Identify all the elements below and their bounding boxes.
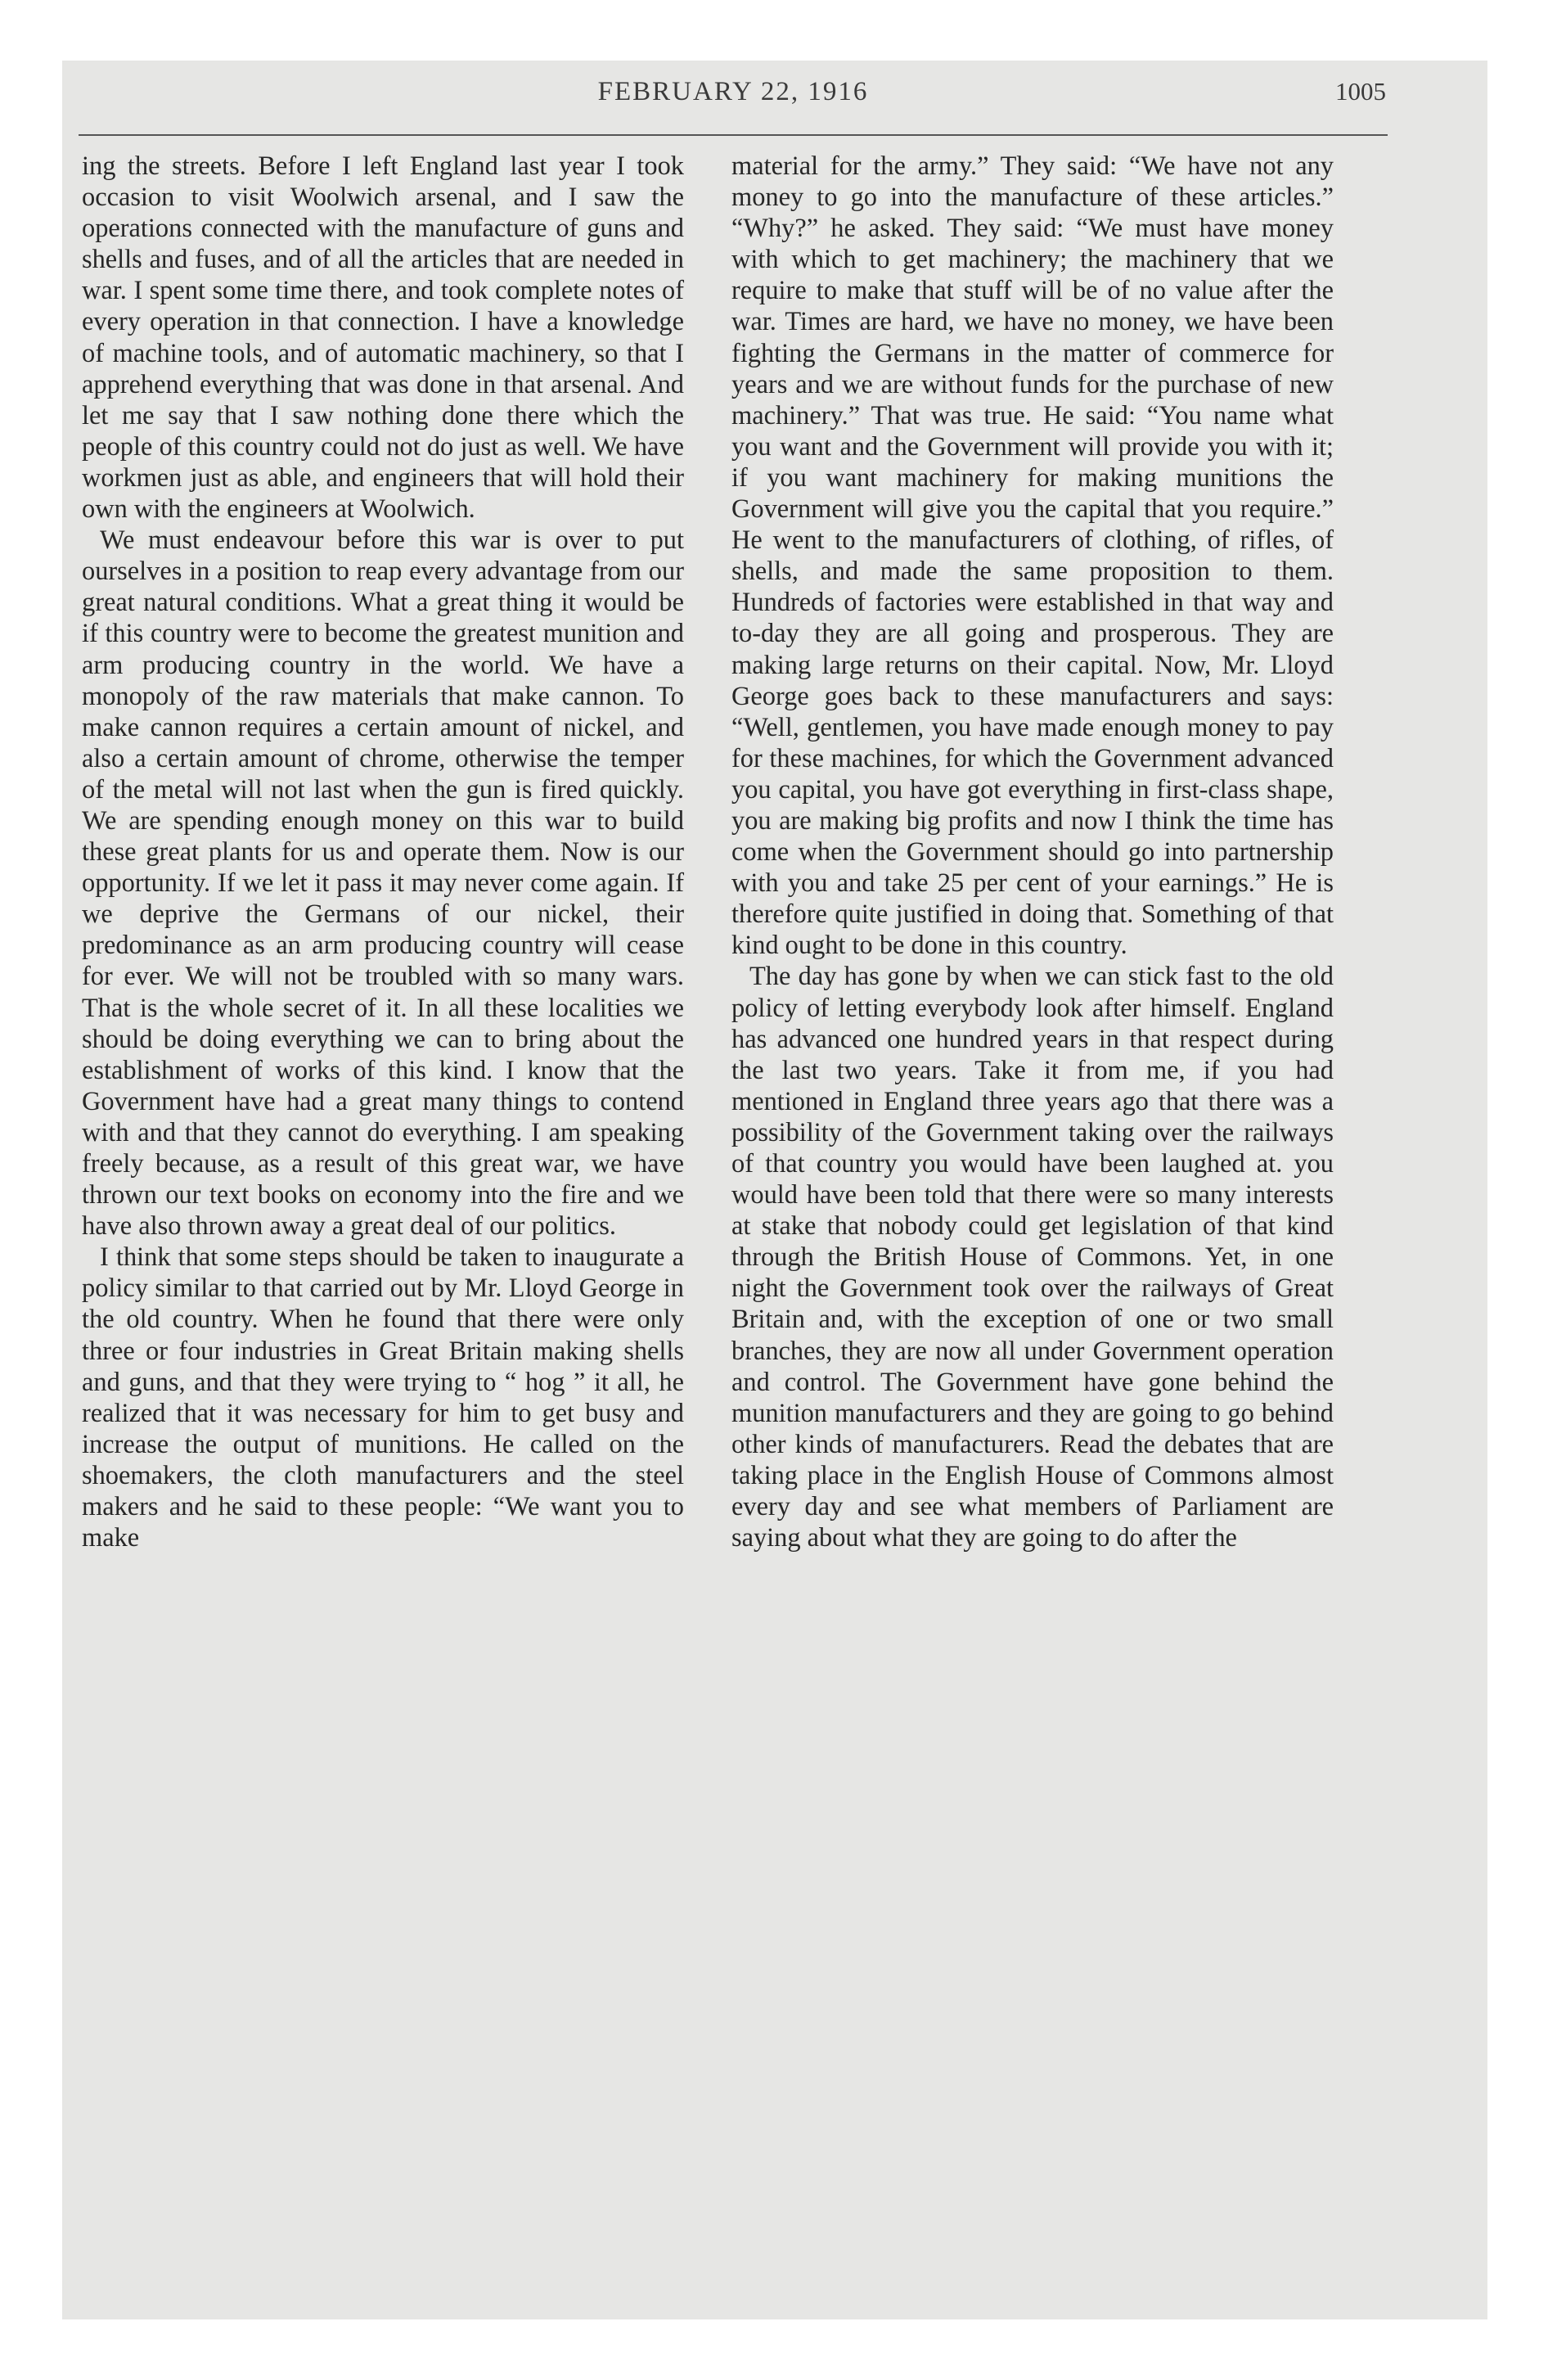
paragraph: I think that some steps should be taken to inaugurate a policy similar to that carried out by Mr. Lloyd George in the old country. When he found that there were only three or four industries in Great Britain making shells and guns, and that they were trying to “ hog ” it all, he realized that it was necessary for him to get busy and increase the output of munitions. He called on the shoemakers, the cloth manufacturers and the steel makers and he said to these people: “We want you to make: [82, 1242, 684, 1553]
page-number: 1005: [1335, 77, 1386, 106]
page-header: [80, 77, 1386, 126]
right-column: [731, 151, 1334, 1553]
running-head-date: FEBRUARY 22, 1916: [597, 77, 869, 106]
paragraph: The day has gone by when we can stick fast to the old policy of letting everybody look after himself. England has advanced one hundred years in that respect during the last two years. Take it from me, if you had mentioned in England three years ago that there was a possibility of the Government taking over the railways of that country you would have been laughed at. you would have been told that there were so many interests at stake that nobody could get legislation of that kind through the British House of Commons. Yet, in one night the Government took over the railways of Great Britain and, with the exception of one or two small branches, they are now all under Government operation and control. The Government have gone behind the munition manufacturers and they are going to go behind other kinds of manufacturers. Read the debates that are taking place in the English House of Commons almost every day and see what members of Parliament are saying about what they are going to do after the: [731, 962, 1334, 1553]
header-rule: [79, 134, 1388, 136]
left-column: [82, 151, 684, 1553]
paragraph: material for the army.” They said: “We have not any money to go into the manufacture of these articles.” “Why?” he asked. They said: “We must have money with which to get machinery; the machinery that we require to make that stuff will be of no value after the war. Times are hard, we have no money, we have been fighting the Germans in the matter of commerce for years and we are without funds for the purchase of new machinery.” That was true. He said: “You name what you want and the Government will provide you with it; if you want machinery for making munitions the Government will give you the capital that you require.” He went to the manufacturers of clothing, of rifles, of shells, and made the same proposition to them. Hundreds of factories were established in that way and to-day they are all going and prosperous. They are making large returns on their capital. Now, Mr. Lloyd George goes back to these manufacturers and says: “Well, gentlemen, you have made enough money to pay for these machines, for which the Government advanced you capital, you have got everything in first-class shape, you are making big profits and now I think the time has come when the Government should go into partnership with you and take 25 per cent of your earnings.” He is therefore quite justified in doing that. Something of that kind ought to be done in this country.: [731, 151, 1334, 961]
paragraph: ing the streets. Before I left England last year I took occasion to visit Woolwich arsenal, and I saw the operations connected with the manufacture of guns and shells and fuses, and of all the articles that are needed in war. I spent some time there, and took complete notes of every operation in that connection. I have a knowledge of machine tools, and of automatic machinery, so that I apprehend everything that was done in that arsenal. And let me say that I saw nothing done there which the people of this country could not do just as well. We have workmen just as able, and engineers that will hold their own with the engineers at Woolwich.: [82, 151, 684, 525]
paragraph: We must endeavour before this war is over to put ourselves in a position to reap every advantage from our great natural conditions. What a great thing it would be if this country were to become the greatest munition and arm producing country in the world. We have a monopoly of the raw materials that make cannon. To make cannon requires a certain amount of nickel, and also a certain amount of chrome, otherwise the temper of the metal will not last when the gun is fired quickly. We are spending enough money on this war to build these great plants for us and operate them. Now is our opportunity. If we let it pass it may never come again. If we deprive the Germans of our nickel, their predominance as an arm producing country will cease for ever. We will not be troubled with so many wars. That is the whole secret of it. In all these localities we should be doing everything we can to bring about the establishment of works of this kind. I know that the Government have had a great many things to contend with and that they cannot do everything. I am speaking freely because, as a result of this great war, we have thrown our text books on economy into the fire and we have also thrown away a great deal of our politics.: [82, 525, 684, 1242]
